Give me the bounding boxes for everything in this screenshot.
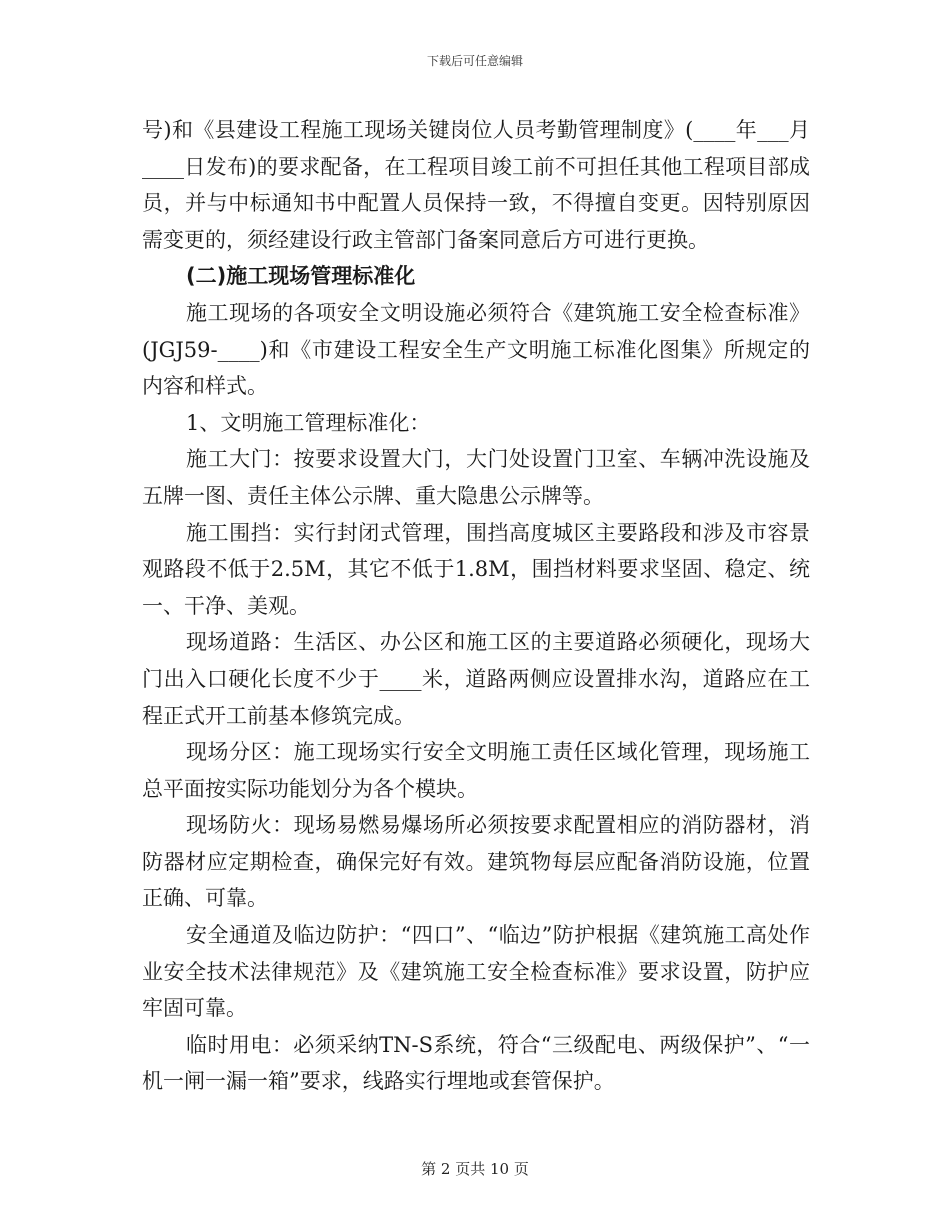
paragraph-site-zoning: 现场分区：施工现场实行安全文明施工责任区域化管理，现场施工总平面按实际功能划分为各个模块。 xyxy=(142,740,810,801)
page-footer: 第 2 页共 10 页 xyxy=(421,1160,529,1178)
paragraph-site-roads: 现场道路：生活区、办公区和施工区的主要道路必须硬化，现场大门出入口硬化长度不少于____米，道路两侧应设置排水沟，道路应在工程正式开工前基本修筑完成。 xyxy=(142,630,810,728)
document-body xyxy=(142,112,810,1100)
paragraph-staffing-continuation: 号)和《县建设工程施工现场关键岗位人员考勤管理制度》(____年___月____日发布)的要求配备，在工程项目竣工前不可担任其他工程项目部成员，并与中标通知书中配置人员保持一致，不得擅自变更。因特别原因需变更的，须经建设行政主管部门备案同意后方可进行更换。 xyxy=(142,118,810,252)
paragraph-fire-prevention: 现场防火：现场易燃易爆场所必须按要求配置相应的消防器材，消防器材应定期检查，确保完好有效。建筑物每层应配备消防设施，位置正确、可靠。 xyxy=(142,813,810,911)
section-heading-site-management: (二)施工现场管理标准化 xyxy=(186,264,416,289)
paragraph-site-enclosure: 施工围挡：实行封闭式管理，围挡高度城区主要路段和涉及市容景观路段不低于2.5M，其它不低于1.8M，围挡材料要求坚固、稳定、统一、干净、美观。 xyxy=(142,520,810,618)
paragraph-edge-protection: 安全通道及临边防护：“四口”、“临边”防护根据《建筑施工高处作业安全技术法律规范》及《建筑施工安全检查标准》要求设置，防护应牢固可靠。 xyxy=(142,923,810,1021)
paragraph-safety-standards: 施工现场的各项安全文明设施必须符合《建筑施工安全检查标准》(JGJ59-____)和《市建设工程安全生产文明施工标准化图集》所规定的内容和样式。 xyxy=(142,300,810,399)
paragraph-site-gate: 施工大门：按要求设置大门，大门处设置门卫室、车辆冲洗设施及五牌一图、责任主体公示牌、重大隐患公示牌等。 xyxy=(142,447,810,508)
subsection-heading-civilized-construction: 1、文明施工管理标准化： xyxy=(186,410,431,435)
paragraph-temporary-power: 临时用电：必须采纳TN-S系统，符合“三级配电、两级保护”、“一机一闸一漏一箱”要求，线路实行埋地或套管保护。 xyxy=(142,1032,810,1094)
page-header: 下载后可任意编辑 xyxy=(426,54,523,68)
